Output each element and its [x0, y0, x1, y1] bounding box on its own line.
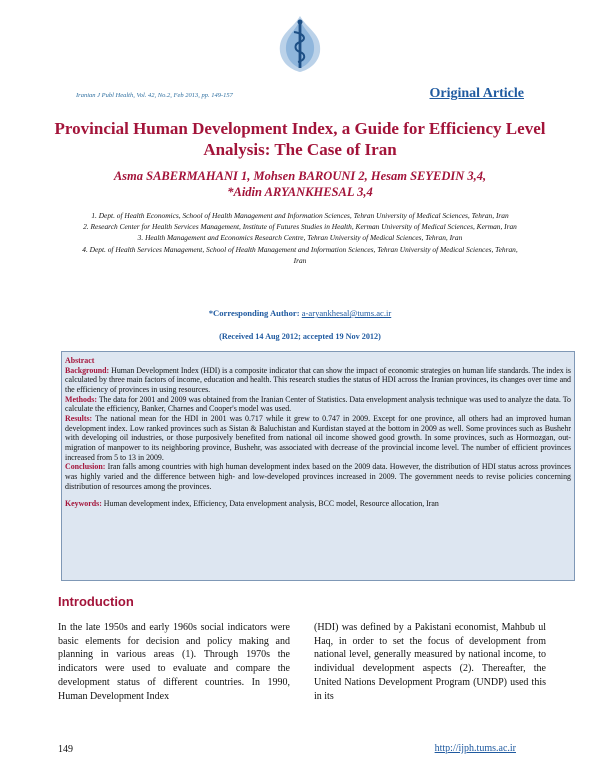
- author-line-1: Asma SABERMAHANI 1, Mohsen BAROUNI 2, Hesam SEYEDIN 3,4,: [113, 169, 487, 183]
- journal-emblem-icon: [268, 12, 332, 76]
- abstract-conclusion: Conclusion: Iran falls among countries with high human development index based on the 2009 data. However, the distribution of HDI status across provinces was highly varied and the difference between high- and low-developed provinces increased in 2009. The government needs to revise policies concerning distribution of resources among the provinces.: [65, 462, 571, 491]
- corresponding-author: [40, 308, 560, 318]
- journal-citation: Iranian J Publ Health, Vol. 42, No.2, Feb 2013, pp. 149-157: [76, 92, 233, 99]
- affiliation-item: 1. Dept. of Health Economics, School of Health Management and Information Sciences, Tehran University of Medical Sciences, Tehran, Iran: [91, 211, 509, 220]
- abstract-methods: Methods: The data for 2001 and 2009 was obtained from the Iranian Center of Statistics. Data envelopment analysis technique was used to analyze the data. To calculate the efficiency, Banker, Charnes and Cooper's model was used.: [65, 394, 571, 414]
- article-title: Provincial Human Development Index, a Guide for Efficiency Level Analysis: The Case of Iran: [54, 119, 546, 159]
- corresponding-label: *Corresponding Author:: [208, 308, 300, 318]
- abstract-box: [61, 351, 575, 581]
- abstract-background: Background: Human Development Index (HDI) is a composite indicator that can show the impact of economic strategies on human life standards. The index is calculated by three main factors of income, education and health. This research studies the status of HDI across the Iranian provinces, its changes over time and the efficiency of provinces in using resources.: [65, 365, 571, 394]
- affiliation-item: 4. Dept. of Health Services Management, School of Health Management and Information Sciences, Tehran University of Medical Sciences, Tehran, Iran: [82, 244, 518, 265]
- author-line-2: *Aidin ARYANKHESAL 3,4: [227, 185, 373, 199]
- corresponding-email-link[interactable]: a-aryankhesal@tums.ac.ir: [301, 308, 392, 318]
- introduction-column-right: (HDI) was defined by a Pakistani economist, Mahbub ul Haq, in order to set the focus of development from national level, generally measured by national income, to individual development aspects (2). Thereafter, the United Nations Development Program (UNDP) used this in its: [314, 622, 546, 702]
- introduction-column-left: In the late 1950s and early 1960s social indicators were basic elements for decision and policy making and planning in various areas (1). Through 1970s the indicators were used to evaluate and compare the development status of different countries. In 1990, Human Development Index: [58, 622, 290, 702]
- received-dates: (Received 14 Aug 2012; accepted 19 Nov 2012): [219, 332, 381, 341]
- journal-url-link[interactable]: http://ijph.tums.ac.ir: [434, 743, 516, 754]
- affiliation-item: 2. Research Center for Health Services Management, Institute of Futures Studies in Health, Kerman University of Medical Sciences, Kerman, Iran: [83, 222, 517, 232]
- affiliation-item: 3. Health Management and Economics Research Centre, Tehran University of Medical Sciences, Tehran, Iran: [137, 233, 463, 243]
- article-type-label: Original Article: [429, 86, 524, 101]
- introduction-heading: Introduction: [58, 594, 134, 609]
- abstract-heading: Abstract: [65, 356, 95, 365]
- affiliation-list: [76, 210, 524, 266]
- abstract-results: Results: The national mean for the HDI in 2001 was 0.717 while it grew to 0.747 in 2009. Except for one province, all others had an improved human development index. Low ranked provinces such as Sistan & Baluchistan and Kurdistan stayed at the bottom in 2009 as well. Some provinces such as Bushehr with developing oil industries, or those purposively benefited from national oil income showed good growth. In some provinces, such as Hormozgan, out-migration of manpower to its neighboring province, Bushehr, was associated with decrease of the provincial income level. The number of efficient provinces increased from 5 to 13 in 2009.: [65, 413, 571, 462]
- author-list: [40, 168, 560, 200]
- abstract-keywords: Keywords: Human development index, Efficiency, Data envelopment analysis, BCC model, Resource allocation, Iran: [65, 499, 439, 509]
- page-number: 149: [58, 744, 73, 755]
